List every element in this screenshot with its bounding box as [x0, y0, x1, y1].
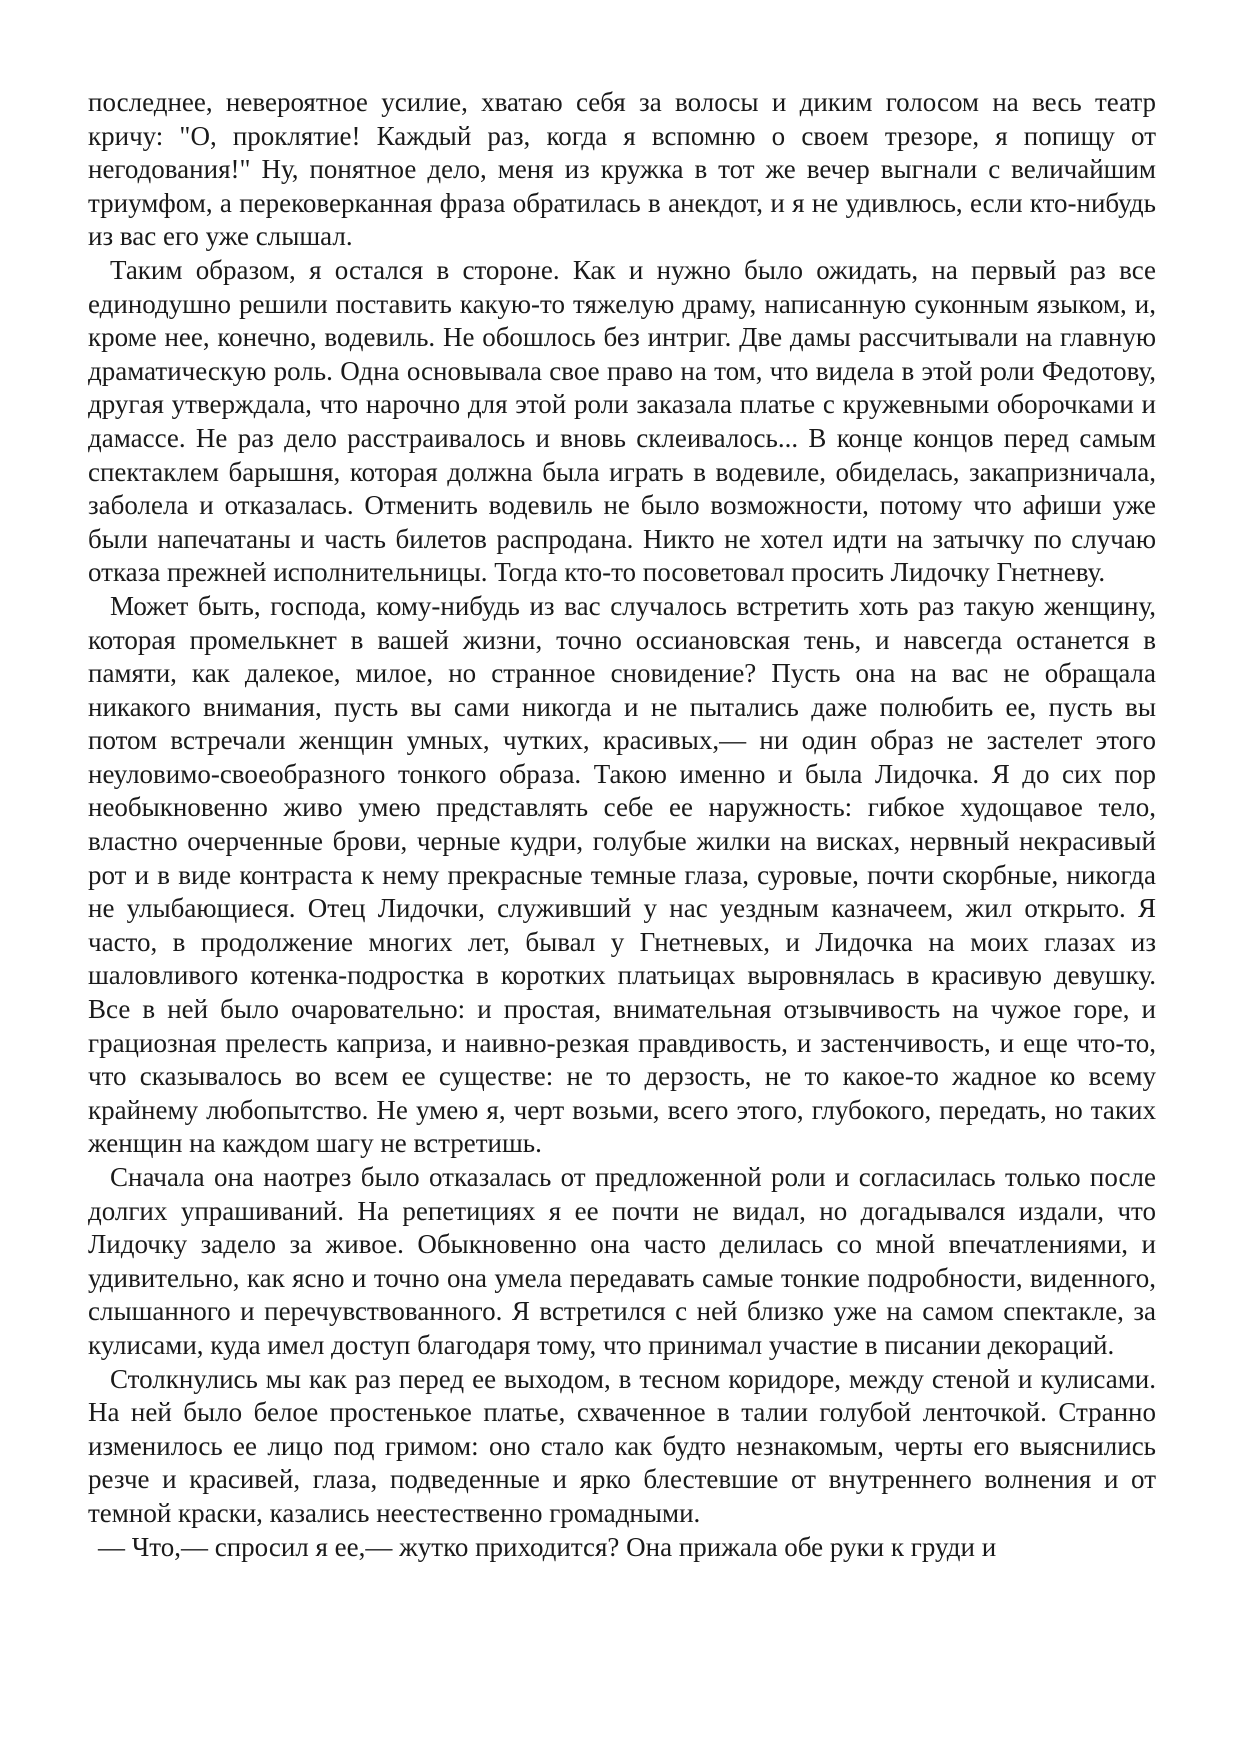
paragraph-1: последнее, невероятное усилие, хватаю себя за волосы и диким голосом на весь театр кричу: "О, проклятие! Каждый раз, когда я вспомню о своем трезоре, я попищу от негодования!" Ну, понятное дело, меня из кружка в тот же вечер выгнали с величайшим триумфом, а перековерканная фраза обратилась в анекдот, и я не удивлюсь, если кто-нибудь из вас его уже слышал. [88, 87, 1156, 252]
document-page [88, 86, 1156, 1564]
paragraph-4: Сначала она наотрез было отказалась от предложенной роли и согласилась только после долгих упрашиваний. На репетициях я ее почти не видал, но догадывался издали, что Лидочку задело за живое. Обыкновенно она часто делилась со мной впечатлениями, и удивительно, как ясно и точно она умела передавать самые тонкие подробности, виденного, слышанного и перечувствованного. Я встретился с ней близко уже на самом спектакле, за кулисами, куда имел доступ благодаря тому, что принимал участие в писании декораций. [88, 1162, 1156, 1360]
paragraph-3: Может быть, господа, кому-нибудь из вас случалось встретить хоть раз такую женщину, которая промелькнет в вашей жизни, точно оссиановская тень, и навсегда останется в памяти, как далекое, милое, но странное сновидение? Пусть она на вас не обращала никакого внимания, пусть вы сами никогда и не пытались даже полюбить ее, пусть вы потом встречали женщин умных, чутких, красивых,— ни один образ не застелет этого неуловимо-своеобразного тонкого образа. Такою именно и была Лидочка. Я до сих пор необыкновенно живо умею представлять себе ее наружность: гибкое худощавое тело, властно очерченные брови, черные кудри, голубые жилки на висках, нервный некрасивый рот и в виде контраста к нему прекрасные темные глаза, суровые, почти скорбные, никогда не улыбающиеся. Отец Лидочки, служивший у нас уездным казначеем, жил открыто. Я часто, в продолжение многих лет, бывал у Гнетневых, и Лидочка на моих глазах из шаловливого котенка-подростка в коротких платьицах выровнялась в красивую девушку. Все в ней было очаровательно: и простая, внимательная отзывчивость на чужое горе, и грациозная прелесть каприза, и наивно-резкая правдивость, и застенчивость, и еще что-то, что сказывалось во всем ее существе: не то дерзость, не то какое-то жадное ко всему крайнему любопытство. Не умею я, черт возьми, всего этого, глубокого, передать, но таких женщин на каждом шагу не встретишь. [88, 590, 1156, 1159]
paragraph-2: Таким образом, я остался в стороне. Как и нужно было ожидать, на первый раз все единодушно решили поставить какую-то тяжелую драму, написанную суконным языком, и, кроме нее, конечно, водевиль. Не обошлось без интриг. Две дамы рассчитывали на главную драматическую роль. Одна основывала свое право на том, что видела в этой роли Федотову, другая утверждала, что нарочно для этой роли заказала платье с кружевными оборочками и дамассе. Не раз дело расстраивалось и вновь склеивалось... В конце концов перед самым спектаклем барышня, которая должна была играть в водевиле, обиделась, закапризничала, заболела и отказалась. Отменить водевиль не было возможности, потому что афиши уже были напечатаны и часть билетов распродана. Никто не хотел идти на затычку по случаю отказа прежней исполнительницы. Тогда кто-то посоветовал просить Лидочку Гнетневу. [88, 254, 1156, 588]
paragraph-5: Столкнулись мы как раз перед ее выходом, в тесном коридоре, между стеной и кулисами. На ней было белое простенькое платье, схваченное в талии голубой ленточкой. Странно изменилось ее лицо под гримом: оно стало как будто незнакомым, черты его выяснились резче и красивей, глаза, подведенные и ярко блестевшие от внутреннего волнения и от темной краски, казались неестественно громадными. [88, 1363, 1156, 1528]
paragraph-6: — Что,— спросил я ее,— жутко приходится? Она прижала обе руки к груди и [98, 1531, 997, 1562]
